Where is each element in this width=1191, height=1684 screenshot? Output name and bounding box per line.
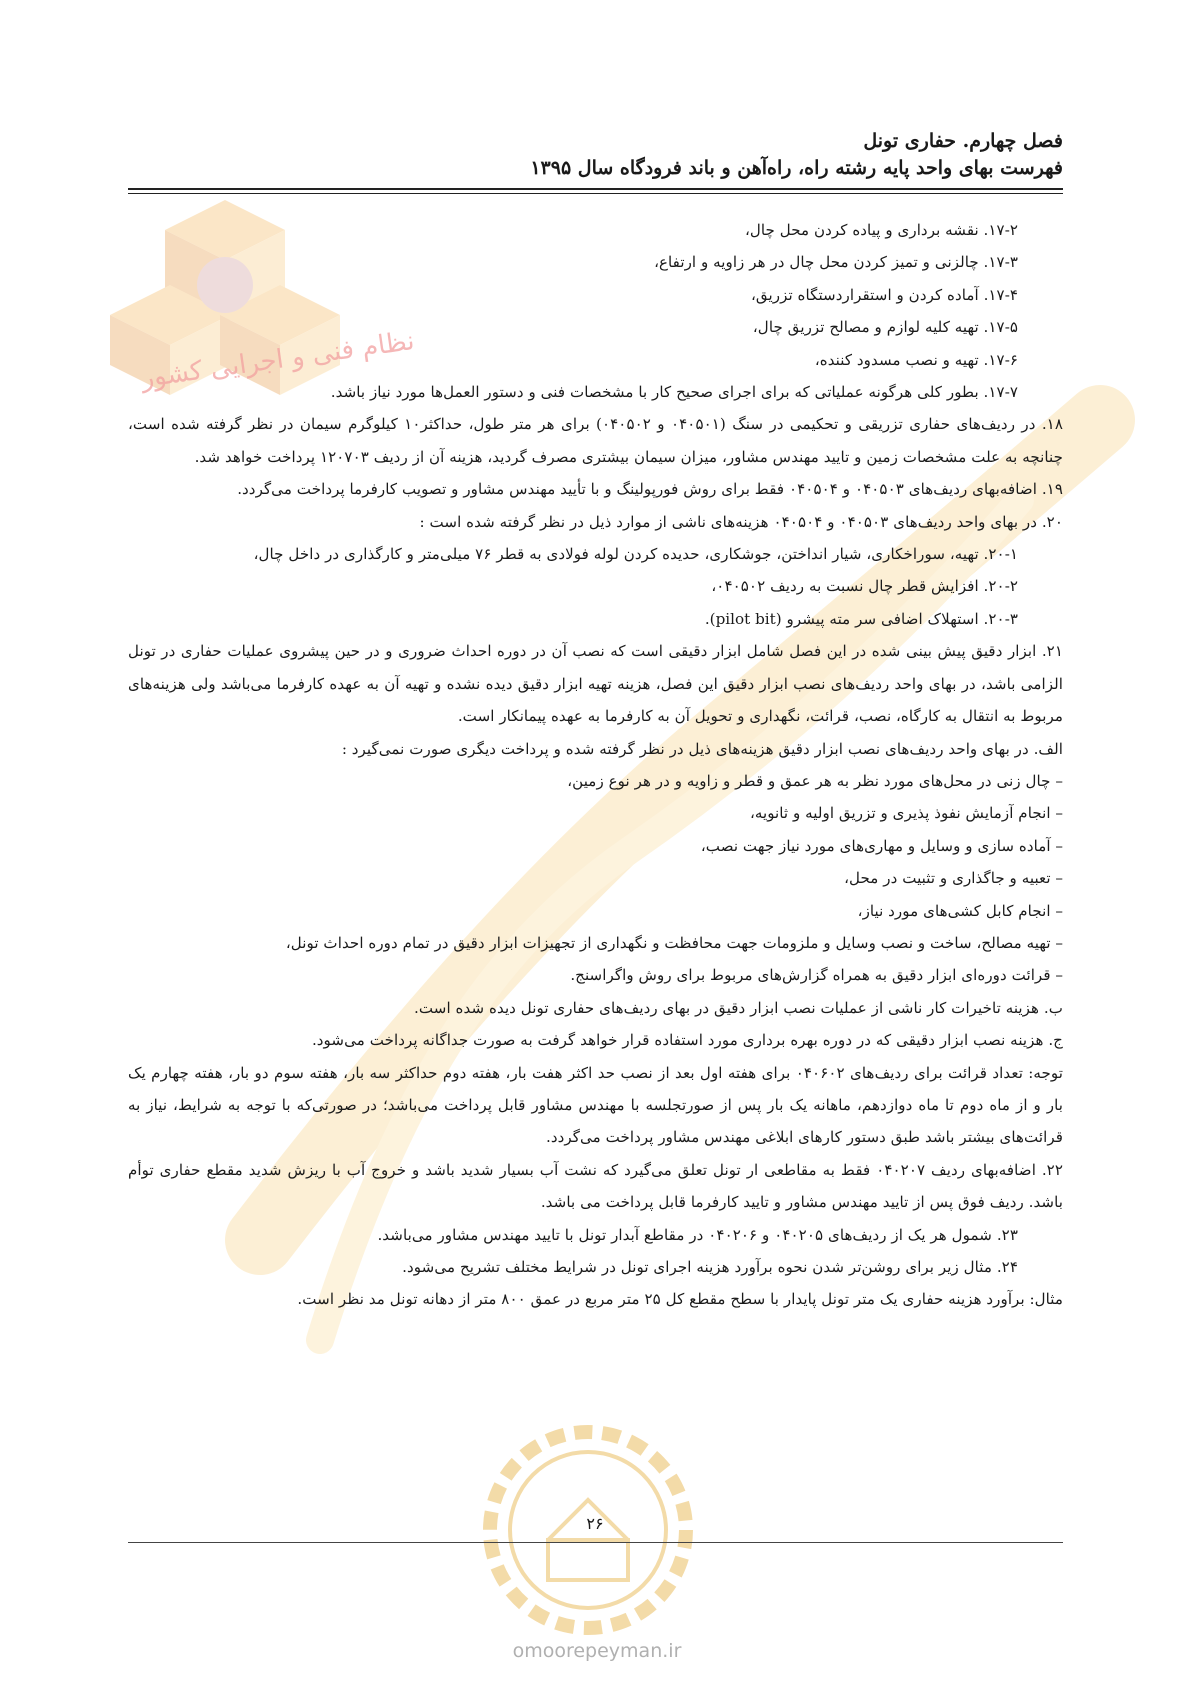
chapter-title: فصل چهارم. حفاری تونل bbox=[863, 130, 1063, 152]
page-number: ۲۶ bbox=[586, 1514, 604, 1533]
paragraph: ۱۷-۶. تهیه و نصب مسدود کننده، bbox=[814, 350, 1018, 369]
paragraph: ج. هزینه نصب ابزار دقیقی که در دوره بهره برداری مورد استفاده قرار خواهد گرفت به صورت جداگانه پرداخت می‌شود. bbox=[311, 1031, 1063, 1050]
paragraph: ۱۸. در ردیف‌های حفاری تزریقی و تحکیمی در سنگ (۰۴۰۵۰۱ و ۰۴۰۵۰۲) برای هر متر طول، حداکثر۱۰ کیلوگرم سیمان در نظر گرفته شده است، چنانچه به علت مشخصات زمین و تایید مهندس مشاور، میزان سیمان بیشتری مصرف گردید، هزینه آن از ردیف ۱۲۰۷۰۳ پرداخت خواهد شد. bbox=[128, 415, 1063, 466]
paragraph: ب. هزینه تاخیرات کار ناشی از عملیات نصب ابزار دقیق در بهای ردیف‌های حفاری تونل دیده شده است. bbox=[414, 998, 1063, 1017]
paragraph: – تهیه مصالح، ساخت و نصب وسایل و ملزومات جهت محافظت و نگهداری از تجهیزات ابزار دقیق در تمام دوره احداث تونل، bbox=[285, 933, 1063, 952]
paragraph: – چال زنی در محل‌های مورد نظر به هر عمق و قطر و زاویه و در هر نوع زمین، bbox=[567, 771, 1063, 790]
body-text bbox=[128, 214, 1063, 1316]
paragraph: ۱۷-۴. آماده کردن و استقراردستگاه تزریق، bbox=[750, 285, 1018, 304]
paragraph: ۲۰. در بهای واحد ردیف‌های ۰۴۰۵۰۳ و ۰۴۰۵۰۴ هزینه‌های ناشی از موارد ذیل در نظر گرفته شده است : bbox=[419, 512, 1063, 531]
paragraph: ۲۰-۲. افزایش قطر چال نسبت به ردیف ۰۴۰۵۰۲، bbox=[711, 577, 1018, 596]
footer-rule bbox=[128, 1542, 1063, 1543]
paragraph: ۲۱. ابزار دقیق پیش بینی شده در این فصل شامل ابزار دقیقی است که نصب آن در دوره احداث ضروری و در حین پیشروی عملیات حفاری در تونل الزامی باشد، در بهای واحد ردیف‌های نصب ابزار دقیق این فصل، هزینه تهیه ابزار دقیق دیده نشده و تهیه آن به عهده کارفرما می‌باشد ولی هزینه‌های مربوط به انتقال به کارگاه، نصب، قرائت، نگهداری و تحویل آن به کارفرما به عهده پیمانکار است. bbox=[128, 642, 1063, 726]
paragraph: ۱۷-۵. تهیه کلیه لوازم و مصالح تزریق چال، bbox=[752, 318, 1018, 337]
paragraph: ۲۰-۱. تهیه، سوراخکاری، شیار انداختن، جوشکاری، حدیده کردن لوله فولادی به قطر ۷۶ میلی‌متر و کارگذاری در داخل چال، bbox=[253, 545, 1018, 564]
paragraph: – انجام آزمایش نفوذ پذیری و تزریق اولیه و ثانویه، bbox=[749, 804, 1063, 823]
paragraph: ۱۷-۲. نقشه برداری و پیاده کردن محل چال، bbox=[744, 221, 1018, 239]
header-rule bbox=[128, 188, 1063, 190]
paragraph: ۲۰-۳. استهلاک اضافی سر مته پیشرو (pilot bit). bbox=[704, 609, 1018, 628]
paragraph: ۱۷-۳. چالزنی و تمیز کردن محل چال در هر زاویه و ارتفاع، bbox=[654, 253, 1018, 272]
paragraph: ۱۷-۷. بطور کلی هرگونه عملیاتی که برای اجرای صحیح کار با مشخصات فنی و دستور العمل‌ها مورد نیاز باشد. bbox=[330, 383, 1018, 402]
paragraph: – تعبیه و جاگذاری و تثبیت در محل، bbox=[844, 869, 1063, 888]
paragraph: مثال: برآورد هزینه حفاری یک متر تونل پایدار با سطح مقطع کل ۲۵ متر مربع در عمق ۸۰۰ متر از دهانه تونل مد نظر است. bbox=[297, 1290, 1063, 1309]
paragraph: – انجام کابل کشی‌های مورد نیاز، bbox=[857, 901, 1063, 920]
paragraph: ۲۲. اضافه‌بهای ردیف ۰۴۰۲۰۷ فقط به مقاطعی ار تونل تعلق می‌گیرد که نشت آب بسیار شدید باشد و خروج آب با ریزش شدید مقطع حفاری توأم باشد. ردیف فوق پس از تایید مهندس مشاور و تایید کارفرما قابل پرداخت می باشد. bbox=[128, 1160, 1063, 1212]
paragraph: ۲۴. مثال زیر برای روشن‌تر شدن نحوه برآورد هزینه اجرای تونل در شرایط مختلف تشریح می‌شود. bbox=[402, 1258, 1018, 1276]
site-watermark: omoorepeyman.ir bbox=[512, 1640, 682, 1662]
page-header bbox=[128, 128, 1063, 182]
document-subtitle: فهرست بهای واحد پایه رشته راه، راه‌آهن و باند فرودگاه سال ۱۳۹۵ bbox=[530, 157, 1063, 179]
paragraph: الف. در بهای واحد ردیف‌های نصب ابزار دقیق هزینه‌های ذیل در نظر گرفته شده و پرداخت دیگری صورت نمی‌گیرد : bbox=[341, 739, 1063, 758]
header-rule-thin bbox=[128, 193, 1063, 194]
paragraph: توجه: تعداد قرائت برای ردیف‌های ۰۴۰۶۰۲ برای هفته اول بعد از نصب حد اکثر هفت بار، هفته دوم حداکثر سه بار، هفته سوم دو بار، هفته چهارم یک بار و از ماه دوم تا ماه دوازدهم، ماهانه یک بار پس از صورتجلسه با مهندس مشاور قابل پرداخت می‌باشد؛ در صورتی‌که با توجه به شرایط، نیاز به قرائت‌های بیشتر باشد طبق دستور کارهای ابلاغی مهندس مشاور پرداخت می‌گردد. bbox=[128, 1063, 1064, 1147]
paragraph: ۲۳. شمول هر یک از ردیف‌های ۰۴۰۲۰۵ و ۰۴۰۲۰۶ در مقاطع آبدار تونل با تایید مهندس مشاور می‌باشد. bbox=[377, 1225, 1018, 1244]
paragraph: – قرائت دوره‌ای ابزار دقیق به همراه گزارش‌های مربوط برای روش واگراسنج. bbox=[570, 966, 1063, 985]
org-watermark-text: نظام فنی و اجرایی کشور bbox=[139, 325, 417, 395]
paragraph: ۱۹. اضافه‌بهای ردیف‌های ۰۴۰۵۰۳ و ۰۴۰۵۰۴ فقط برای روش فورپولینگ و با تأیید مهندس مشاور و تصویب کارفرما پرداخت می‌گردد. bbox=[237, 480, 1063, 499]
paragraph: – آماده سازی و وسایل و مهاری‌های مورد نیاز جهت نصب، bbox=[700, 836, 1063, 855]
